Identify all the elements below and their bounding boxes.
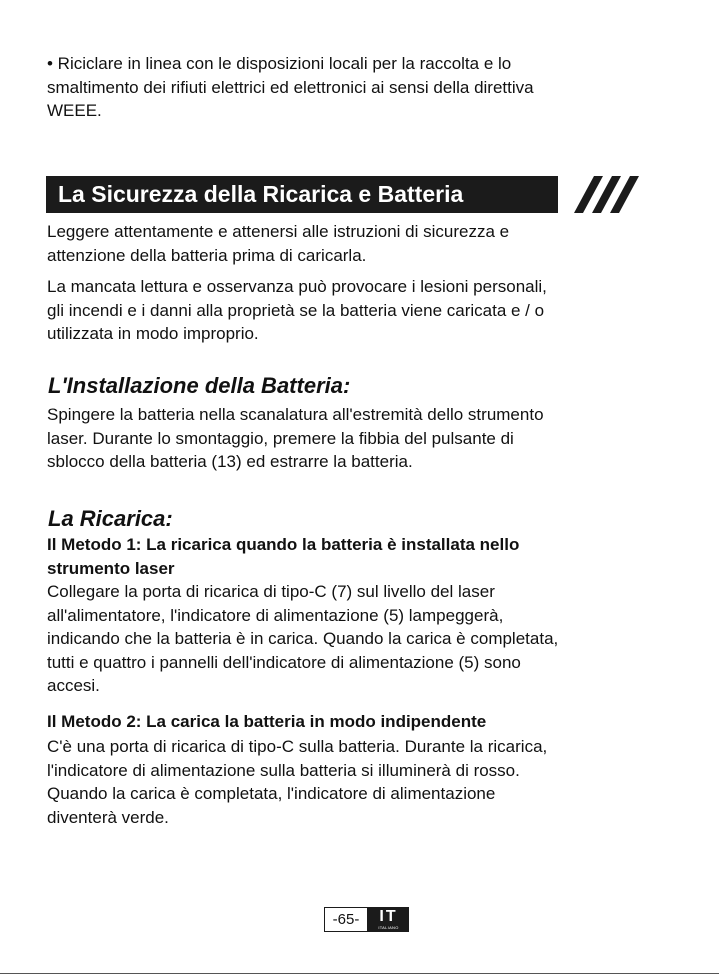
language-code: IT (379, 908, 398, 925)
method1-title: Il Metodo 1: La ricarica quando la batteria è installata nello strumento laser (47, 535, 520, 578)
method1-body: Collegare la porta di ricarica di tipo-C (7) sul livello del laser all'alimentatore, l'indicatore di alimentazione (5) lampeggerà, indicando che la batteria è in carica. Quando la carica è completata, tutti e quattro i pannelli dell'indicatore di alimentazione (5) sono accesi. (47, 582, 559, 695)
charging-heading: La Ricarica: (48, 506, 173, 531)
safety-intro: Leggere attentamente e attenersi alle istruzioni di sicurezza e attenzione della batteria prima di caricarla. (47, 222, 510, 265)
safety-warning: La mancata lettura e osservanza può provocare i lesioni personali, gli incendi e i danni alla proprietà se la batteria viene caricata e / o utilizzata in modo improprio. (47, 277, 547, 343)
page-footer (324, 907, 409, 932)
decorative-slashes-icon (558, 176, 640, 213)
language-name: ITALIANO (378, 925, 399, 930)
language-badge (368, 907, 409, 932)
page-number: -65- (324, 907, 368, 932)
method2-title: Il Metodo 2: La carica la batteria in modo indipendente (47, 712, 487, 731)
installation-heading: L'Installazione della Batteria: (48, 373, 351, 398)
bottom-divider (0, 973, 719, 974)
method2-body: C'è una porta di ricarica di tipo-C sulla batteria. Durante la ricarica, l'indicatore di alimentazione sulla batteria si illuminerà di rosso. Quando la carica è completata, l'indicatore di alimentazione diventerà verde. (47, 737, 548, 827)
section-banner (46, 176, 558, 213)
installation-body: Spingere la batteria nella scanalatura all'estremità dello strumento laser. Durante lo smontaggio, premere la fibbia del pulsante di sblocco della batteria (13) ed estrarre la batteria. (47, 405, 544, 471)
recycle-note: • Riciclare in linea con le disposizioni locali per la raccolta e lo smaltimento dei rifiuti elettrici ed elettronici ai sensi della direttiva WEEE. (47, 54, 534, 120)
section-title: La Sicurezza della Ricarica e Batteria (58, 181, 464, 207)
